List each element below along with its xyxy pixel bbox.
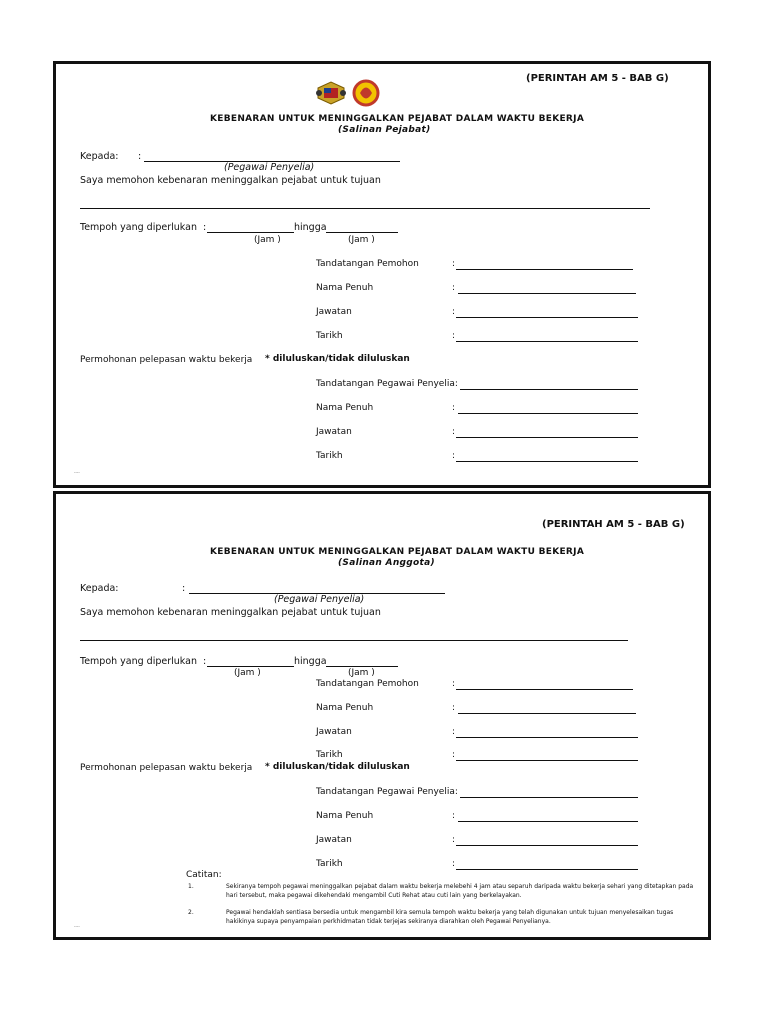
- tandatangan-pemohon-label: Tandatangan Pemohon: [316, 679, 419, 689]
- tandatangan-pemohon-field[interactable]: [456, 269, 633, 270]
- colon: :: [452, 859, 456, 869]
- jawatan-field[interactable]: [456, 737, 638, 738]
- permohonan-text: Permohonan pelepasan waktu bekerja: [80, 763, 253, 773]
- tandatangan-pegawai-field[interactable]: [460, 797, 638, 798]
- colon: :: [452, 331, 456, 341]
- note-text: Pegawai hendaklah sentiasa bersedia untuk mengambil kira semula tempoh waktu bekerja yang telah digunakan untuk tujuan menyelesaikan tugas hakikinya supaya penyampaian perkhidmatan tidak terjejas sekiranya diarahkan oleh Pegawai Penyelianya.: [226, 909, 674, 925]
- tarikh-field[interactable]: [456, 341, 638, 342]
- colon: :: [452, 451, 456, 461]
- form-salinan-pejabat: [53, 61, 711, 488]
- jam-label-2: (Jam ): [348, 235, 375, 245]
- tempoh-label: Tempoh yang diperlukan: [80, 656, 197, 667]
- jawatan-pegawai-field[interactable]: [456, 437, 638, 438]
- kelulusan-option[interactable]: * diluluskan/tidak diluluskan: [265, 762, 410, 772]
- kepada-label: Kepada:: [80, 583, 119, 594]
- jawatan-label: Jawatan: [316, 427, 352, 437]
- jawatan-pegawai-field[interactable]: [456, 845, 638, 846]
- tandatangan-pegawai-label: Tandatangan Pegawai Penyelia:: [316, 379, 458, 389]
- tarikh-label: Tarikh: [316, 750, 343, 760]
- saya-text: Saya memohon kebenaran meninggalkan pejabat untuk tujuan: [80, 175, 381, 186]
- saya-text: Saya memohon kebenaran meninggalkan pejabat untuk tujuan: [80, 607, 381, 618]
- form-reference: (PERINTAH AM 5 - BAB G): [526, 73, 669, 84]
- form-salinan-anggota: [53, 491, 711, 940]
- tandatangan-pemohon-field[interactable]: [456, 689, 633, 690]
- colon: :: [452, 750, 456, 760]
- jawatan-field[interactable]: [456, 317, 638, 318]
- form-reference: (PERINTAH AM 5 - BAB G): [542, 519, 685, 530]
- jam-label-1: (Jam ): [254, 235, 281, 245]
- tarikh-pegawai-field[interactable]: [456, 869, 638, 870]
- kepada-label: Kepada:: [80, 151, 119, 162]
- pegawai-penyelia-label: (Pegawai Penyelia): [224, 162, 315, 173]
- note-text: Sekiranya tempoh pegawai meninggalkan pejabat dalam waktu bekerja melebehi 4 jam atau separuh daripada waktu bekerja sehari yang ditetapkan pada hari tersebut, maka pegawai dikehendaki mengambil Cuti Rehat atau cuti lain yang berkelayakan.: [226, 883, 694, 899]
- kepada-colon: :: [182, 583, 186, 594]
- colon: :: [452, 307, 456, 317]
- tempoh-colon: :: [203, 222, 207, 233]
- tujuan-field[interactable]: [80, 640, 628, 641]
- hingga-label: hingga: [294, 656, 327, 667]
- tujuan-field[interactable]: [80, 208, 650, 209]
- tarikh-label: Tarikh: [316, 331, 343, 341]
- tandatangan-pegawai-field[interactable]: [460, 389, 638, 390]
- tandatangan-pemohon-label: Tandatangan Pemohon: [316, 259, 419, 269]
- tarikh-label: Tarikh: [316, 451, 343, 461]
- tempoh-from-field[interactable]: [207, 666, 294, 667]
- note-number: 1.: [188, 883, 194, 890]
- permohonan-text: Permohonan pelepasan waktu bekerja: [80, 355, 253, 365]
- kepada-colon: :: [138, 151, 142, 162]
- jawatan-label: Jawatan: [316, 835, 352, 845]
- colon: :: [452, 811, 456, 821]
- colon: :: [452, 703, 456, 713]
- nama-penuh-label: Nama Penuh: [316, 283, 374, 293]
- form-subtitle: (Salinan Anggota): [338, 558, 435, 568]
- tempoh-label: Tempoh yang diperlukan: [80, 222, 197, 233]
- nama-penuh-field[interactable]: [458, 293, 636, 294]
- kelulusan-option[interactable]: * diluluskan/tidak diluluskan: [265, 354, 410, 364]
- agency-logo-icon: [352, 78, 380, 108]
- colon: :: [452, 259, 456, 269]
- jam-label-1: (Jam ): [234, 668, 261, 678]
- tempoh-colon: :: [203, 656, 207, 667]
- form-title: KEBENARAN UNTUK MENINGGALKAN PEJABAT DALAM WAKTU BEKERJA: [210, 547, 585, 557]
- nama-penuh-pegawai-field[interactable]: [458, 821, 638, 822]
- catitan-heading: Catitan:: [186, 870, 222, 880]
- tandatangan-pegawai-label: Tandatangan Pegawai Penyelia:: [316, 787, 458, 797]
- tarikh-pegawai-field[interactable]: [456, 461, 638, 462]
- note-number: 2.: [188, 909, 194, 916]
- hingga-label: hingga: [294, 222, 327, 233]
- malaysia-crest-icon: [314, 80, 348, 106]
- footer-mark: ----: [74, 924, 80, 929]
- tarikh-label: Tarikh: [316, 859, 343, 869]
- tempoh-to-field[interactable]: [326, 666, 398, 667]
- tempoh-to-field[interactable]: [326, 232, 398, 233]
- colon: :: [452, 727, 456, 737]
- colon: :: [452, 283, 456, 293]
- tarikh-field[interactable]: [456, 760, 638, 761]
- nama-penuh-pegawai-field[interactable]: [458, 413, 638, 414]
- jam-label-2: (Jam ): [348, 668, 375, 678]
- colon: :: [452, 403, 456, 413]
- form-title: KEBENARAN UNTUK MENINGGALKAN PEJABAT DALAM WAKTU BEKERJA: [210, 114, 585, 124]
- footer-mark: ----: [74, 470, 80, 475]
- colon: :: [452, 427, 456, 437]
- nama-penuh-label: Nama Penuh: [316, 403, 374, 413]
- nama-penuh-label: Nama Penuh: [316, 703, 374, 713]
- pegawai-penyelia-label: (Pegawai Penyelia): [274, 594, 365, 605]
- colon: :: [452, 835, 456, 845]
- colon: :: [452, 679, 456, 689]
- nama-penuh-field[interactable]: [458, 713, 636, 714]
- form-subtitle: (Salinan Pejabat): [338, 125, 431, 135]
- jawatan-label: Jawatan: [316, 307, 352, 317]
- nama-penuh-label: Nama Penuh: [316, 811, 374, 821]
- jawatan-label: Jawatan: [316, 727, 352, 737]
- tempoh-from-field[interactable]: [207, 232, 294, 233]
